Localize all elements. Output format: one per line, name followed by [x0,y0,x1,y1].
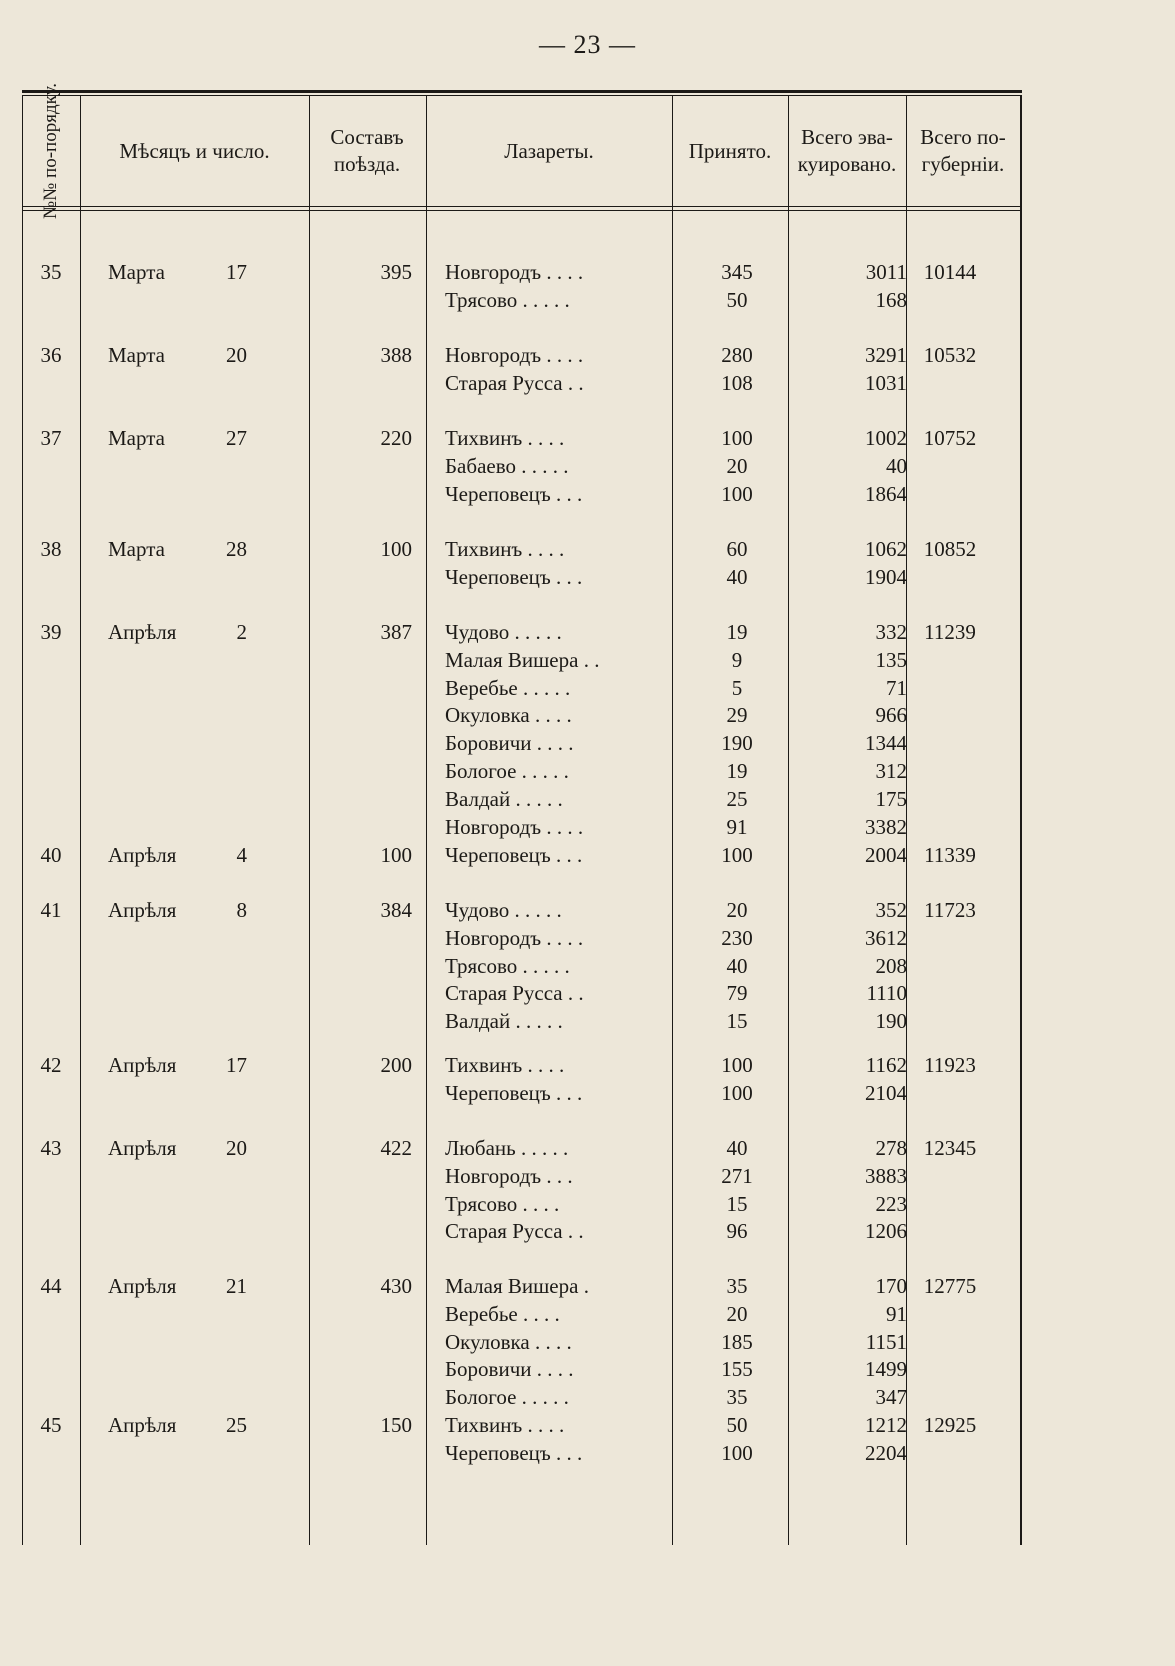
header-accepted: Принято. [688,138,772,163]
lazaret-entry [22,454,1022,482]
row-month: Апрѣля [108,1136,177,1160]
row-month: Марта [108,537,165,561]
lazaret-name: Старая Русса . . [445,1219,584,1244]
lazaret-entry [22,288,1022,316]
lazaret-entry [22,537,1022,565]
lazaret-accepted: 280 [721,343,753,367]
lazaret-entry [22,1385,1022,1413]
page-number: — 23 — [539,30,636,59]
lazaret-entry [22,787,1022,815]
lazaret-name: Любань . . . . . [445,1136,569,1160]
row-number: 42 [40,1053,62,1077]
row-number: 43 [40,1136,62,1160]
row-number: 45 [40,1413,62,1437]
row-gubernia-total: 10752 [923,426,977,450]
lazaret-name: Валдай . . . . . [445,1009,563,1034]
header-evacuated: Всего эва-куировано. [797,125,897,176]
lazaret-entry [22,815,1022,843]
row-gubernia-total: 11339 [924,843,976,867]
lazaret-accepted: 185 [721,1329,753,1354]
row-day: 8 [236,898,247,922]
lazaret-entry [22,426,1022,454]
lazaret-accepted: 35 [726,1274,748,1298]
lazaret-name: Чудово . . . . . [445,898,562,922]
lazaret-evacuated: 1002 [865,426,907,450]
lazaret-name: Бологое . . . . . [445,759,569,783]
row-composition: 100 [380,537,412,561]
lazaret-evacuated: 3291 [865,343,907,367]
row-gubernia-total: 10144 [923,260,977,284]
lazaret-name: Новгородъ . . . . [445,814,584,839]
lazaret-evacuated: 2004 [865,843,907,867]
lazaret-name: Окуловка . . . . [445,703,572,728]
lazaret-name: Боровичи . . . . [445,731,574,756]
lazaret-accepted: 96 [726,1219,748,1244]
lazaret-evacuated: 1499 [865,1357,907,1382]
row-number: 37 [40,426,62,450]
lazaret-evacuated: 1110 [866,981,907,1006]
row-month: Апрѣля [108,620,177,644]
lazaret-accepted: 100 [721,1053,753,1077]
lazaret-accepted: 91 [726,814,748,839]
lazaret-entry [22,1219,1022,1247]
row-day: 21 [226,1274,247,1298]
lazaret-entry [22,1136,1022,1164]
row-composition: 220 [380,426,412,450]
row-composition: 430 [380,1274,412,1298]
lazaret-accepted: 100 [721,1080,753,1105]
lazaret-accepted: 19 [726,759,748,783]
lazaret-accepted: 15 [726,1191,748,1216]
lazaret-evacuated: 278 [875,1136,907,1160]
table-top-rule [22,90,1022,93]
lazaret-evacuated: 3883 [865,1163,907,1188]
lazaret-entry [22,1081,1022,1109]
lazaret-name: Тихвинъ . . . . [445,1413,565,1437]
row-composition: 387 [380,620,412,644]
lazaret-entry [22,1330,1022,1358]
row-day: 20 [226,1136,247,1160]
row-day: 4 [236,843,247,867]
lazaret-entry [22,1164,1022,1192]
row-month: Марта [108,260,165,284]
header-lazarets: Лазареты. [504,138,594,163]
lazaret-entry [22,260,1022,288]
lazaret-evacuated: 2104 [865,1080,907,1105]
lazaret-evacuated: 1151 [865,1329,907,1354]
lazaret-name: Бабаево . . . . . [445,453,569,478]
lazaret-entry [22,954,1022,982]
row-gubernia-total: 12345 [923,1136,977,1160]
row-gubernia-total: 11923 [924,1053,976,1077]
lazaret-evacuated: 135 [875,647,907,672]
header-order-no: №№ по-порядку. [40,83,62,219]
row-month: Марта [108,343,165,367]
lazaret-evacuated: 2204 [865,1440,907,1465]
row-number: 39 [40,620,62,644]
lazaret-name: Бологое . . . . . [445,1385,569,1410]
lazaret-evacuated: 352 [875,898,907,922]
lazaret-entry [22,565,1022,593]
lazaret-name: Новгородъ . . . [445,1163,573,1188]
evacuation-table [22,83,1022,1545]
lazaret-evacuated: 347 [875,1385,907,1410]
lazaret-evacuated: 1206 [865,1219,907,1244]
lazaret-name: Малая Вишера . . [445,647,600,672]
lazaret-accepted: 190 [721,731,753,756]
lazaret-accepted: 100 [721,1440,753,1465]
header-gubernia-total: Всего по-губерніи. [920,125,1006,176]
row-composition: 150 [380,1413,412,1437]
lazaret-evacuated: 175 [875,786,907,811]
row-number: 40 [40,843,62,867]
lazaret-evacuated: 40 [886,453,907,478]
lazaret-accepted: 100 [721,843,753,867]
row-day: 27 [226,426,247,450]
lazaret-name: Старая Русса . . [445,370,584,395]
lazaret-accepted: 20 [726,898,748,922]
lazaret-evacuated: 332 [875,620,907,644]
lazaret-evacuated: 1864 [865,481,907,506]
lazaret-accepted: 40 [726,953,748,978]
lazaret-entry [22,1413,1022,1441]
lazaret-accepted: 230 [721,925,753,950]
row-gubernia-total: 10532 [923,343,977,367]
lazaret-accepted: 20 [726,453,748,478]
lazaret-accepted: 35 [726,1385,748,1410]
row-day: 17 [226,260,247,284]
lazaret-evacuated: 1212 [865,1413,907,1437]
row-gubernia-total: 12925 [923,1413,977,1437]
lazaret-entry [22,1302,1022,1330]
lazaret-name: Новгородъ . . . . [445,925,584,950]
lazaret-entry [22,843,1022,871]
lazaret-name: Новгородъ . . . . [445,343,584,367]
lazaret-evacuated: 223 [875,1191,907,1216]
row-month: Апрѣля [108,843,177,867]
row-gubernia-total: 11723 [924,898,976,922]
header-bottom-rule [22,206,1022,207]
lazaret-accepted: 50 [726,1413,748,1437]
lazaret-entry [22,648,1022,676]
lazaret-entry [22,482,1022,510]
lazaret-name: Череповецъ . . . [445,564,583,589]
lazaret-accepted: 100 [721,426,753,450]
lazaret-entry [22,1274,1022,1302]
lazaret-accepted: 345 [721,260,753,284]
row-composition: 200 [380,1053,412,1077]
lazaret-accepted: 5 [731,675,743,700]
lazaret-evacuated: 1062 [865,537,907,561]
row-gubernia-total: 11239 [924,620,976,644]
lazaret-evacuated: 208 [875,953,907,978]
lazaret-entry [22,676,1022,704]
lazaret-evacuated: 3382 [865,814,907,839]
lazaret-accepted: 50 [726,287,748,312]
lazaret-name: Чудово . . . . . [445,620,562,644]
lazaret-accepted: 15 [726,1009,748,1034]
row-gubernia-total: 10852 [923,537,977,561]
lazaret-entry [22,620,1022,648]
header-composition: Составъ поѣзда. [330,125,404,176]
row-composition: 384 [380,898,412,922]
lazaret-name: Тихвинъ . . . . [445,537,565,561]
lazaret-name: Старая Русса . . [445,981,584,1006]
header-date: Мѣсяцъ и число. [119,138,270,163]
row-day: 20 [226,343,247,367]
lazaret-accepted: 40 [726,1136,748,1160]
header-bottom-rule-inner [22,210,1022,211]
lazaret-name: Тихвинъ . . . . [445,1053,565,1077]
lazaret-name: Окуловка . . . . [445,1329,572,1354]
lazaret-evacuated: 168 [875,287,907,312]
lazaret-accepted: 108 [721,370,753,395]
row-month: Апрѣля [108,898,177,922]
lazaret-entry [22,981,1022,1009]
row-month: Апрѣля [108,1274,177,1298]
lazaret-accepted: 20 [726,1301,748,1326]
row-day: 17 [226,1053,247,1077]
row-month: Апрѣля [108,1413,177,1437]
lazaret-entry [22,1192,1022,1220]
lazaret-evacuated: 1904 [865,564,907,589]
row-number: 41 [40,898,62,922]
lazaret-evacuated: 71 [886,675,907,700]
lazaret-entry [22,898,1022,926]
lazaret-accepted: 155 [721,1357,753,1382]
lazaret-entry [22,926,1022,954]
lazaret-entry [22,1357,1022,1385]
lazaret-name: Трясово . . . . . [445,287,570,312]
row-composition: 395 [380,260,412,284]
lazaret-accepted: 79 [726,981,748,1006]
lazaret-accepted: 19 [726,620,748,644]
row-composition: 100 [380,843,412,867]
lazaret-accepted: 9 [731,647,743,672]
lazaret-evacuated: 1031 [865,370,907,395]
lazaret-name: Боровичи . . . . [445,1357,574,1382]
lazaret-name: Валдай . . . . . [445,786,563,811]
row-day: 2 [236,620,247,644]
lazaret-entry [22,371,1022,399]
row-number: 38 [40,537,62,561]
lazaret-evacuated: 312 [875,759,907,783]
lazaret-evacuated: 1162 [865,1053,907,1077]
lazaret-entry [22,343,1022,371]
lazaret-name: Веребье . . . . [445,1301,560,1326]
lazaret-evacuated: 1344 [865,731,907,756]
lazaret-entry [22,759,1022,787]
row-day: 28 [226,537,247,561]
lazaret-evacuated: 170 [875,1274,907,1298]
lazaret-entry [22,703,1022,731]
lazaret-accepted: 40 [726,564,748,589]
row-gubernia-total: 12775 [923,1274,977,1298]
row-composition: 422 [380,1136,412,1160]
lazaret-accepted: 100 [721,481,753,506]
lazaret-name: Трясово . . . . [445,1191,560,1216]
lazaret-entry [22,1009,1022,1037]
lazaret-evacuated: 966 [875,703,907,728]
lazaret-accepted: 25 [726,786,748,811]
lazaret-entry [22,1053,1022,1081]
lazaret-evacuated: 3011 [865,260,907,284]
row-month: Апрѣля [108,1053,177,1077]
lazaret-evacuated: 91 [886,1301,907,1326]
row-number: 36 [40,343,62,367]
lazaret-evacuated: 3612 [865,925,907,950]
lazaret-name: Новгородъ . . . . [445,260,584,284]
lazaret-accepted: 60 [726,537,748,561]
lazaret-evacuated: 190 [875,1009,907,1034]
lazaret-name: Череповецъ . . . [445,843,583,867]
row-composition: 388 [380,343,412,367]
lazaret-entry [22,731,1022,759]
row-month: Марта [108,426,165,450]
lazaret-name: Череповецъ . . . [445,481,583,506]
row-day: 25 [226,1413,247,1437]
lazaret-name: Череповецъ . . . [445,1080,583,1105]
lazaret-name: Малая Вишера . [445,1274,589,1298]
lazaret-accepted: 271 [721,1163,753,1188]
row-number: 35 [40,260,62,284]
lazaret-name: Веребье . . . . . [445,675,571,700]
lazaret-entry [22,1441,1022,1469]
lazaret-name: Трясово . . . . . [445,953,570,978]
lazaret-name: Череповецъ . . . [445,1440,583,1465]
row-number: 44 [40,1274,62,1298]
lazaret-name: Тихвинъ . . . . [445,426,565,450]
lazaret-accepted: 29 [726,703,748,728]
